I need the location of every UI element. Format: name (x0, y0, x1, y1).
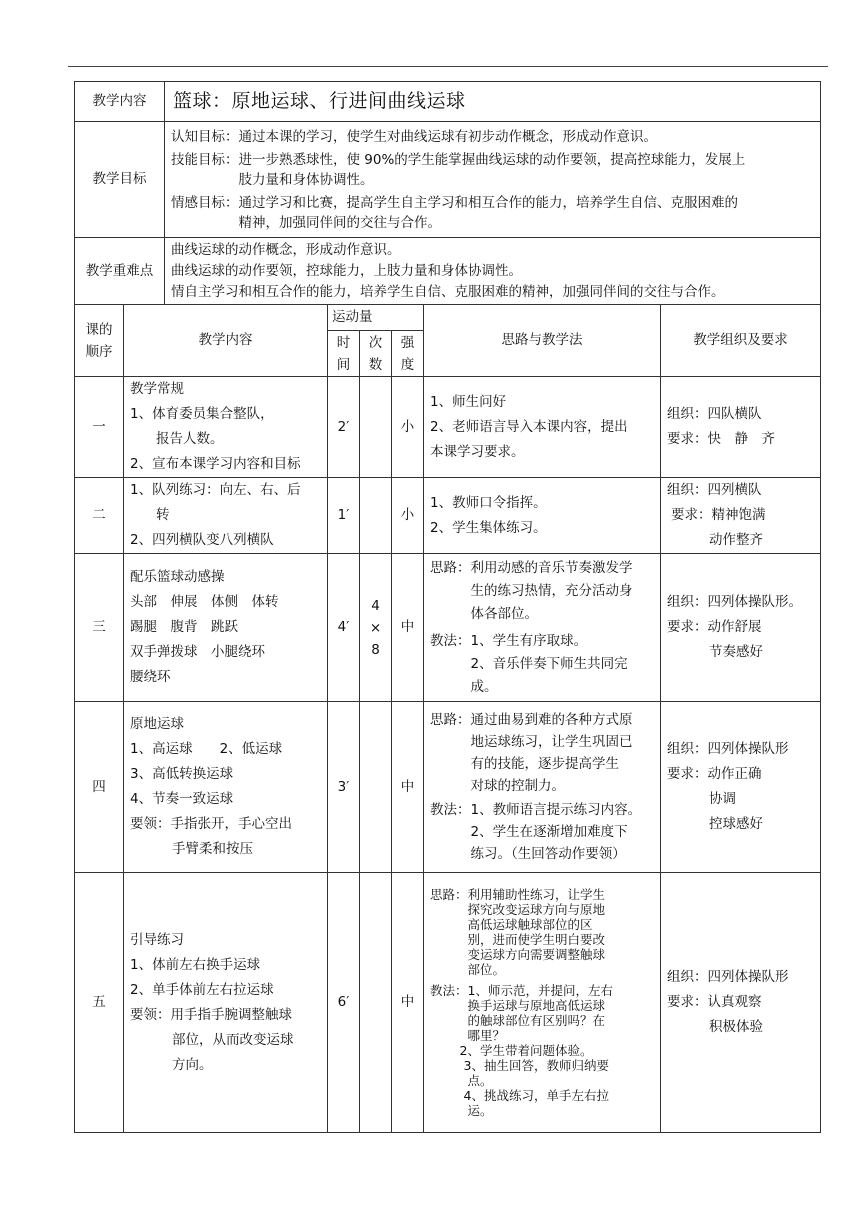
org-line: 动作整齐 (709, 532, 764, 548)
content-line: 要领：用手指手腕调整触球 (130, 1006, 292, 1023)
content-line: 1、队列练习：向左、右、后 (130, 482, 301, 498)
header-load: 运动量 (328, 305, 424, 331)
method-line: 体各部位。 (470, 605, 539, 622)
content-line: 要领：手指张开，手心空出 (130, 816, 292, 832)
header-order-line: 顺序 (85, 343, 113, 360)
method-teach (430, 983, 654, 1118)
table-row (75, 478, 821, 554)
method-idea (430, 557, 654, 626)
org-line: 组织：四列体操队形 (667, 969, 789, 985)
method-line: 生的练习热情，充分活动身 (470, 582, 633, 599)
method-key: 教法： (430, 632, 471, 649)
row-intensity: 小 (392, 377, 424, 478)
row-count (360, 873, 392, 1133)
method-line: 4、挑战练习，单手左右拉 (463, 1088, 610, 1103)
method-teach (430, 630, 654, 699)
row-method (424, 377, 661, 478)
method-line: 利用动感的音乐节奏激发学 (470, 559, 633, 576)
content-line: 方向。 (172, 1056, 213, 1073)
method-line: 对球的控制力。 (470, 778, 566, 794)
row-content (124, 478, 328, 554)
method-line: 1、教师语言提示练习内容。 (470, 802, 642, 818)
content-line: 引导练习 (130, 931, 184, 948)
goal-line: 精神，加强同伴间的交往与合作。 (238, 214, 441, 231)
org-line: 协调 (709, 791, 737, 807)
row-method (424, 873, 661, 1133)
org-line: 控球感好 (709, 816, 764, 832)
goal-line: 进一步熟悉球性，使 90%的学生能掌握曲线运球的动作要领，提高控球能力，发展上 (238, 151, 746, 168)
method-line: 部位。 (467, 962, 506, 977)
count-line: × (369, 619, 382, 636)
goal-line: 通过学习和比赛，提高学生自主学习和相互合作的能力，培养学生自信、克服困难的 (238, 194, 738, 211)
method-line: 2、老师语言导入本课内容，提出 (430, 418, 628, 435)
lesson-info-table (74, 81, 821, 305)
content-title: 篮球：原地运球、行进间曲线运球 (165, 82, 821, 122)
method-line: 2、音乐伴奏下师生共同完 (470, 655, 628, 672)
method-line: 2、学生带着问题体验。 (459, 1043, 593, 1058)
method-line: 哪里？ (467, 1028, 506, 1043)
row-org (661, 377, 821, 478)
method-line: 1、学生有序取球。 (470, 632, 588, 649)
org-line: 节奏感好 (709, 644, 764, 660)
content-line: 双手弹拨球 小腿绕环 (130, 644, 265, 660)
goal-emotion (171, 193, 814, 233)
goal-skill (171, 150, 814, 190)
goal-key: 认知目标： (171, 128, 239, 145)
header-intensity-line: 强 (400, 334, 415, 351)
org-line: 要求：动作正确 (667, 766, 762, 782)
org-line: 要求：快 静 齐 (667, 431, 776, 447)
goal-key: 情感目标： (171, 194, 239, 211)
goals-row (75, 122, 821, 238)
content-line: 1、体育委员集合整队， (130, 406, 274, 422)
key-point: 情自主学习和相互合作的能力，培养学生自信、克服困难的精神，加强同伴间的交往与合作。 (171, 283, 725, 300)
row-time: 2′ (328, 377, 360, 478)
org-line: 要求：精神饱满 (671, 507, 766, 523)
content-line: 1、体前左右换手运球 (130, 956, 261, 973)
method-line: 点。 (467, 1073, 493, 1088)
header-time-line: 间 (336, 356, 351, 373)
row-count (360, 377, 392, 478)
content-label: 教学内容 (75, 82, 165, 122)
row-intensity: 中 (392, 873, 424, 1133)
content-line: 1、高运球 2、低运球 (130, 741, 283, 757)
org-line: 组织：四列体操队形。 (667, 594, 803, 610)
row-method (424, 702, 661, 873)
key-points-cell (165, 238, 821, 305)
content-line: 转 (156, 507, 170, 523)
goals-cell (165, 122, 821, 238)
row-org (661, 702, 821, 873)
key-points-row (75, 238, 821, 305)
content-line: 头部 伸展 体侧 体转 (130, 594, 279, 610)
content-line: 报告人数。 (156, 431, 224, 447)
table-header-row (75, 305, 821, 331)
method-line: 成。 (470, 678, 498, 695)
key-points-label: 教学重难点 (75, 238, 165, 305)
content-line: 2、四列横队变八列横队 (130, 532, 274, 548)
row-intensity: 中 (392, 554, 424, 702)
method-idea (430, 887, 654, 977)
content-line: 4、节奏一致运球 (130, 791, 234, 807)
method-line: 练习。（生回答动作要领） (470, 846, 626, 862)
row-order: 二 (75, 478, 124, 554)
method-idea (430, 709, 654, 797)
header-count-line: 数 (368, 356, 383, 373)
method-line: 地运球练习，让学生巩固已 (470, 734, 633, 750)
header-count-line: 次 (368, 334, 383, 351)
table-row (75, 702, 821, 873)
header-order (75, 305, 124, 377)
method-line: 2、学生集体练习。 (430, 519, 547, 536)
org-line: 组织：四列体操队形 (667, 741, 789, 757)
lesson-plan-table (74, 304, 821, 1133)
count-line: 8 (371, 641, 380, 658)
row-time: 3′ (328, 702, 360, 873)
goal-line: 肢力量和身体协调性。 (238, 171, 374, 188)
header-rule (68, 66, 828, 67)
method-key: 教法： (430, 983, 468, 998)
count-line: 4 (371, 597, 380, 614)
method-line: 运。 (467, 1103, 493, 1118)
goals-label: 教学目标 (75, 122, 165, 238)
method-key: 教法： (430, 802, 471, 818)
org-line: 积极体验 (709, 1019, 764, 1035)
method-line: 本课学习要求。 (430, 443, 525, 460)
header-time (328, 331, 360, 377)
key-point: 曲线运球的动作要领，控球能力，上肢力量和身体协调性。 (171, 262, 522, 279)
content-line: 教学常规 (130, 381, 184, 397)
content-line: 配乐篮球动感操 (130, 569, 225, 585)
header-intensity-line: 度 (400, 356, 415, 373)
header-order-line: 课的 (85, 321, 113, 338)
content-line: 2、宣布本课学习内容和目标 (130, 456, 301, 472)
row-count (360, 702, 392, 873)
content-line: 2、单手体前左右拉运球 (130, 981, 274, 998)
content-line: 原地运球 (130, 716, 184, 732)
row-content (124, 702, 328, 873)
method-key: 思路： (430, 559, 471, 576)
method-line: 的触球部位有区别吗？在 (467, 1013, 606, 1028)
row-method (424, 554, 661, 702)
method-line: 有的技能，逐步提高学生 (470, 756, 620, 772)
method-line: 别，进而使学生明白要改 (467, 932, 606, 947)
row-order: 五 (75, 873, 124, 1133)
row-count (360, 554, 392, 702)
row-content (124, 873, 328, 1133)
key-point: 曲线运球的动作概念，形成动作意识。 (171, 241, 401, 258)
header-org: 教学组织及要求 (661, 305, 821, 377)
goal-cognitive (171, 127, 814, 147)
content-line: 踢腿 腹背 跳跃 (130, 619, 238, 635)
header-method: 思路与教学法 (424, 305, 661, 377)
row-order: 一 (75, 377, 124, 478)
row-time: 6′ (328, 873, 360, 1133)
table-row (75, 873, 821, 1133)
method-line: 探究改变运球方向与原地 (467, 902, 606, 917)
row-content (124, 554, 328, 702)
table-row (75, 554, 821, 702)
header-intensity (392, 331, 424, 377)
row-order: 四 (75, 702, 124, 873)
method-line: 1、教师口令指挥。 (430, 494, 547, 511)
content-line: 部位，从而改变运球 (172, 1031, 294, 1048)
method-key: 思路： (430, 887, 468, 902)
org-line: 组织：四队横队 (667, 406, 762, 422)
method-line: 换手运球与原地高低运球 (467, 998, 606, 1013)
method-line: 利用辅助性练习，让学生 (467, 887, 606, 902)
org-line: 要求：动作舒展 (667, 619, 762, 635)
method-line: 2、学生在逐渐增加难度下 (470, 824, 628, 840)
content-line: 腰绕环 (130, 669, 171, 685)
row-content (124, 377, 328, 478)
method-teach (430, 799, 654, 865)
header-count (360, 331, 392, 377)
content-line: 3、高低转换运球 (130, 766, 234, 782)
goal-line: 通过本课的学习，使学生对曲线运球有初步动作概念，形成动作意识。 (238, 128, 657, 145)
row-org (661, 554, 821, 702)
method-line: 变运球方向需要调整触球 (467, 947, 606, 962)
method-line: 1、师生问好 (430, 393, 507, 410)
table-row (75, 377, 821, 478)
row-intensity: 小 (392, 478, 424, 554)
row-count (360, 478, 392, 554)
content-row (75, 82, 821, 122)
method-line: 1、师示范，并提问，左右 (467, 983, 614, 998)
row-method (424, 478, 661, 554)
row-org (661, 478, 821, 554)
org-line: 要求：认真观察 (667, 994, 762, 1010)
goal-key: 技能目标： (171, 151, 239, 168)
row-org (661, 873, 821, 1133)
row-order: 三 (75, 554, 124, 702)
header-time-line: 时 (336, 334, 351, 351)
header-content: 教学内容 (124, 305, 328, 377)
method-key: 思路： (430, 712, 471, 728)
row-time: 4′ (328, 554, 360, 702)
content-line: 手臂柔和按压 (172, 841, 253, 857)
row-time: 1′ (328, 478, 360, 554)
row-intensity: 中 (392, 702, 424, 873)
method-line: 3、抽生回答，教师归纳要 (463, 1058, 610, 1073)
org-line: 组织：四列横队 (667, 482, 762, 498)
method-line: 高低运球触球部位的区 (467, 917, 593, 932)
method-line: 通过曲易到难的各种方式原 (470, 712, 633, 728)
